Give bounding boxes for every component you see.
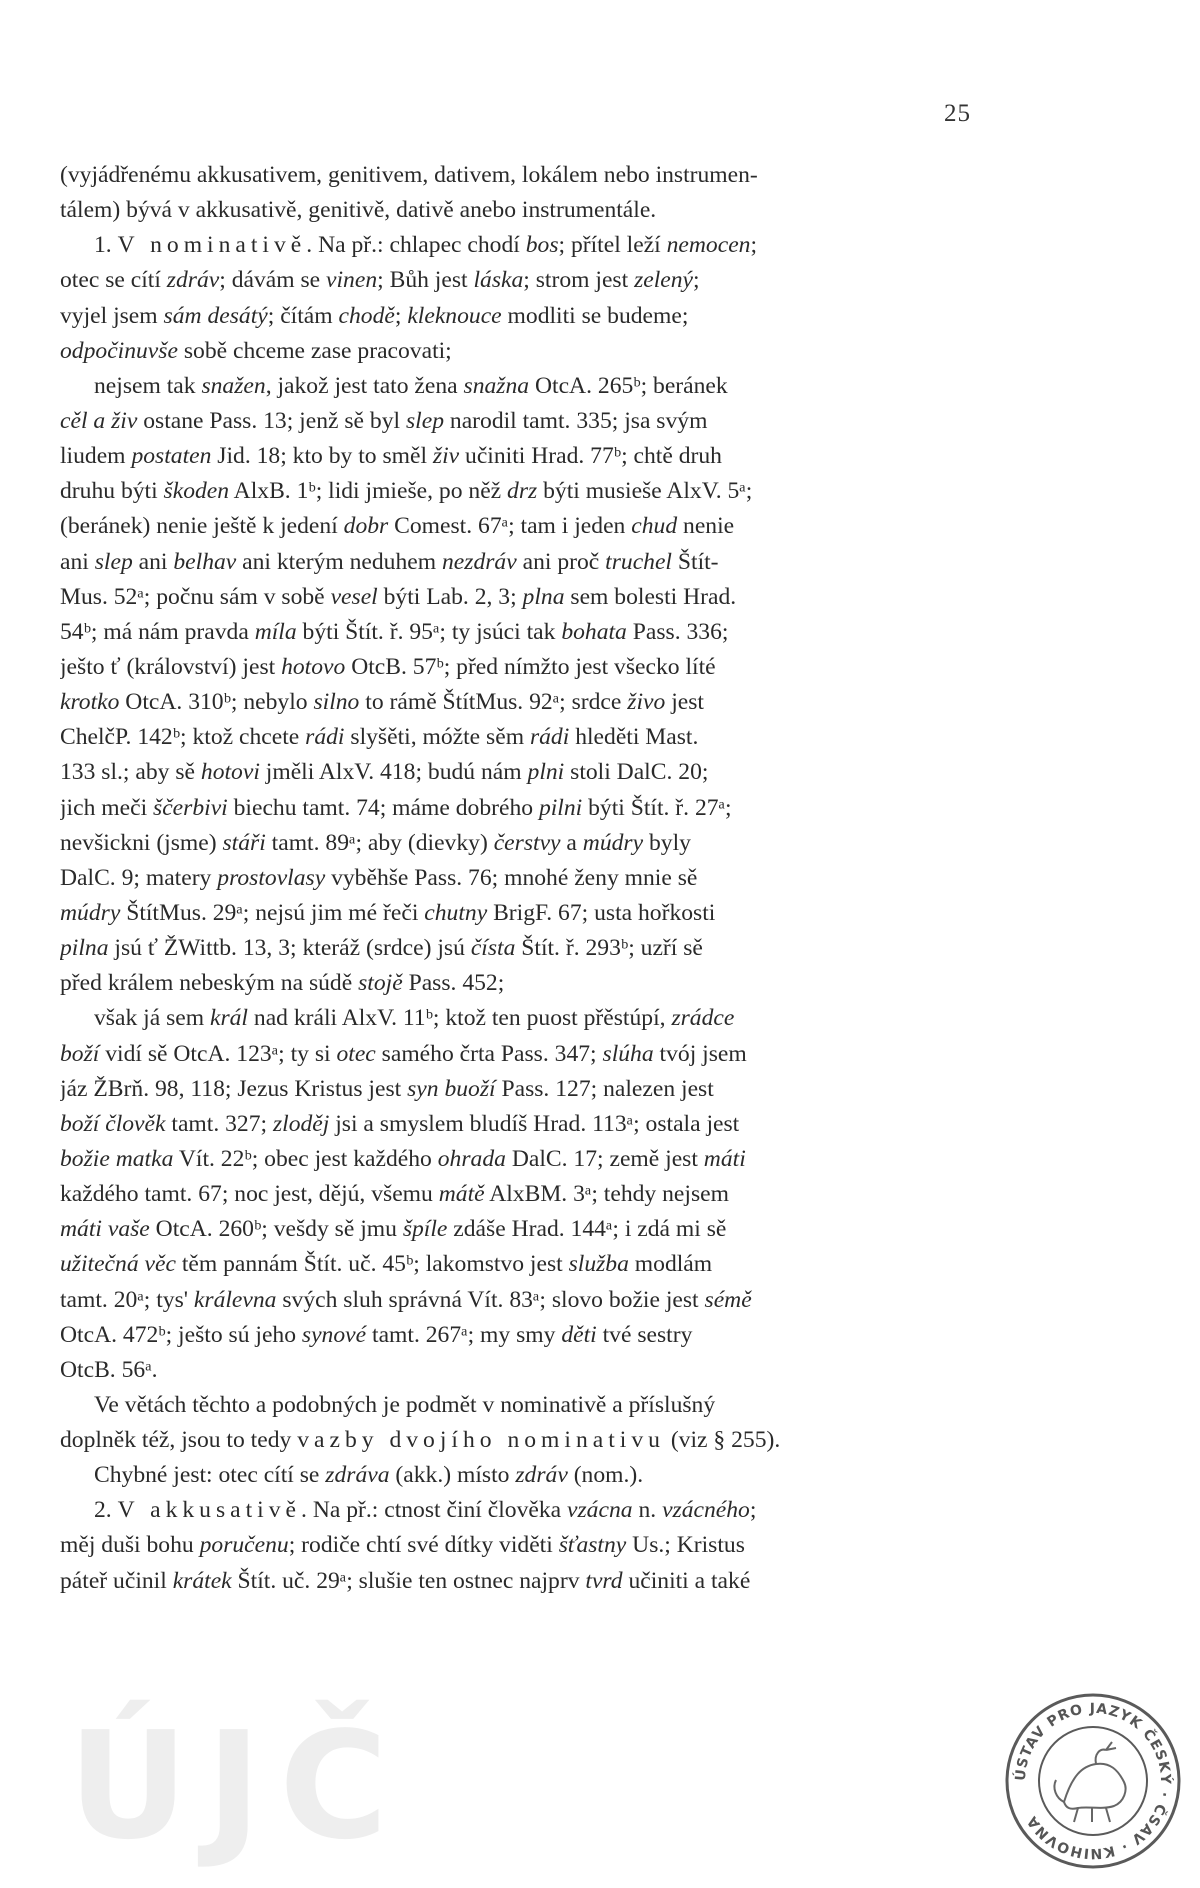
example-word: sémě <box>704 1286 752 1313</box>
example-word: rádi <box>305 724 345 751</box>
example-word: pilna <box>60 935 109 962</box>
text-run: AlxBM. 3ᵃ; tehdy nejsem <box>484 1181 729 1208</box>
text-line <box>60 1247 975 1282</box>
text-run: býti Štít. ř. 95ᵃ; ty jsúci tak <box>296 618 562 645</box>
example-word: škoden <box>163 478 230 505</box>
text-run: n. <box>632 1497 663 1524</box>
example-word: vzácna <box>567 1497 633 1524</box>
text-line <box>60 966 975 1001</box>
example-word: otec <box>336 1040 376 1067</box>
example-word: služba <box>568 1251 629 1278</box>
text-run: Štít. uč. 29ᵃ; slušie ten ostnec najprv <box>231 1567 586 1594</box>
example-word: sám desátý <box>163 302 268 329</box>
example-word: cěl a živ <box>60 407 138 434</box>
example-word: silno <box>313 689 360 716</box>
example-word: slep <box>94 548 133 575</box>
text-line <box>60 1107 975 1142</box>
text-run: těm pannám Štít. uč. 45ᵇ; lakomstvo jest <box>175 1251 569 1278</box>
example-word: míla <box>254 618 297 645</box>
example-word: šťastny <box>558 1532 627 1559</box>
text-run: učiniti Hrad. 77ᵇ; chtě druh <box>459 443 722 470</box>
text-run: doplněk též, jsou to tedy <box>60 1427 298 1454</box>
text-run: svých sluh správná Vít. 83ᵃ; slovo božie jest <box>276 1286 705 1313</box>
text-run: sem bolesti Hrad. <box>564 583 737 610</box>
text-run: Štít. ř. 293ᵇ; uzří sě <box>515 935 703 962</box>
example-word: dobr <box>343 513 389 540</box>
example-word: láska <box>473 267 524 294</box>
example-word: králevna <box>193 1286 277 1313</box>
library-stamp <box>1002 1690 1184 1872</box>
body-text <box>60 158 975 1599</box>
text-run: jsi a smyslem bludíš Hrad. 113ᵃ; ostala jest <box>329 1110 740 1137</box>
text-run: BrigF. 67; usta hořkosti <box>487 899 716 926</box>
example-word: zelený <box>634 267 694 294</box>
example-word: čerstvy <box>493 829 561 856</box>
text-run: . Na př.: chlapec chodí <box>306 232 526 259</box>
text-run: Mus. 52ᵃ; počnu sám v sobě <box>60 583 331 610</box>
watermark: ÚJČ <box>68 1700 406 1872</box>
text-line <box>60 263 975 298</box>
example-word: ohrada <box>437 1145 506 1172</box>
text-run: nenie <box>677 513 735 540</box>
example-word: vesel <box>330 583 378 610</box>
example-word: vzácného <box>662 1497 750 1524</box>
text-run: Štít- <box>672 548 719 575</box>
text-run: páteř učinil <box>60 1567 173 1594</box>
text-run: jáz ŽBrň. 98, 118; Jezus Kristus jest <box>60 1075 408 1102</box>
text-line <box>60 474 975 509</box>
text-run: ; strom jest <box>523 267 635 294</box>
text-run: ješto ť (království) jest <box>60 653 282 680</box>
example-word: plni <box>527 759 565 786</box>
text-run: ani kterým neduhem <box>236 548 442 575</box>
text-line <box>60 1318 975 1353</box>
text-line <box>60 299 975 334</box>
text-run: nevšickni (jsme) <box>60 829 223 856</box>
text-run: OtcB. 56ᵃ. <box>60 1356 158 1383</box>
text-run: to rámě ŠtítMus. 92ᵃ; srdce <box>359 689 628 716</box>
text-run: učiniti a také <box>622 1567 751 1594</box>
text-run: (nom.). <box>567 1462 644 1489</box>
text-run: byly <box>643 829 691 856</box>
text-line <box>60 861 975 896</box>
text-run: druhu býti <box>60 478 164 505</box>
text-run: ; <box>394 302 408 329</box>
text-run: ; Bůh jest <box>377 267 474 294</box>
example-word: stáři <box>222 829 266 856</box>
text-line <box>60 369 975 404</box>
example-word: bohata <box>561 618 627 645</box>
example-word: slep <box>405 407 444 434</box>
example-word: nemocen <box>666 232 751 259</box>
text-line <box>60 931 975 966</box>
text-run: ani proč <box>516 548 606 575</box>
text-run: DalC. 9; matery <box>60 864 218 891</box>
text-run: Pass. 336; <box>626 618 729 645</box>
text-run: Pass. 452; <box>402 970 505 997</box>
text-run: měj duši bohu <box>60 1532 200 1559</box>
example-word: snažna <box>463 372 530 399</box>
text-run: Vít. 22ᵇ; obec jest každého <box>173 1145 438 1172</box>
example-word: synové <box>301 1321 367 1348</box>
text-run: 54ᵇ; má nám pravda <box>60 618 255 645</box>
text-line <box>60 404 975 439</box>
text-run: Chybné jest: otec cítí se <box>94 1462 326 1489</box>
text-run: otec se cítí <box>60 267 167 294</box>
example-word: krotko <box>60 689 120 716</box>
spaced-term: V akkusativě <box>117 1497 302 1524</box>
example-word: boží člověk <box>60 1110 166 1137</box>
text-line <box>60 439 975 474</box>
text-run: býti Štít. ř. 27ᵃ; <box>582 794 732 821</box>
text-run: modliti se budeme; <box>501 302 689 329</box>
example-word: chodě <box>338 302 395 329</box>
text-run: tamt. 327; <box>165 1110 273 1137</box>
text-run: Comest. 67ᵃ; tam i jeden <box>388 513 632 540</box>
text-line <box>60 228 975 263</box>
text-run: ; <box>750 232 758 259</box>
text-run: AlxB. 1ᵇ; lidi jmieše, po něž <box>229 478 508 505</box>
example-word: máti vaše <box>60 1216 150 1243</box>
example-word: čísta <box>470 935 516 962</box>
example-word: bos <box>525 232 559 259</box>
text-run: stoli DalC. 20; <box>564 759 709 786</box>
text-run: ostane Pass. 13; jenž sě byl <box>137 407 406 434</box>
text-run: OtcA. 310ᵇ; nebylo <box>119 689 314 716</box>
example-word: ščerbivi <box>153 794 228 821</box>
svg-text:ÚSTAV PRO JAZYK ČESKÝ · ČSAV ·: ÚSTAV PRO JAZYK ČESKÝ · ČSAV · KNIHOVNA <box>1012 1700 1174 1862</box>
text-run: nad králi AlxV. 11ᵇ; ktož ten puost přěstúpí, <box>248 1005 672 1032</box>
text-run: jměli AlxV. 418; budú nám <box>259 759 528 786</box>
text-run: (vyjádřenému akkusativem, genitivem, dativem, lokálem nebo instrumen- <box>60 162 758 188</box>
text-run: hleděti Mast. <box>569 724 699 751</box>
example-word: truchel <box>605 548 672 575</box>
text-run: (viz § 255). <box>664 1427 781 1454</box>
example-word: snažen <box>201 372 266 399</box>
example-word: hotovi <box>200 759 260 786</box>
text-run: Us.; Kristus <box>626 1532 745 1559</box>
example-word: děti <box>561 1321 597 1348</box>
text-line <box>60 1388 975 1423</box>
text-line <box>60 791 975 826</box>
example-word: drz <box>507 478 538 505</box>
example-word: poručenu <box>199 1532 289 1559</box>
text-run: Jid. 18; kto by to směl <box>211 443 433 470</box>
example-word: živo <box>627 689 666 716</box>
text-run: Pass. 127; nalezen jest <box>495 1075 714 1102</box>
example-word: zdráv <box>166 267 220 294</box>
text-line <box>60 1353 975 1388</box>
spaced-term: V nominativě <box>117 232 307 259</box>
text-run: před králem nebeským na súdě <box>60 970 359 997</box>
text-run: 2. <box>94 1497 118 1524</box>
text-run: (akk.) místo <box>389 1462 516 1489</box>
text-run: ani <box>60 548 95 575</box>
text-run: vyběhše Pass. 76; mnohé ženy mnie sě <box>325 864 698 891</box>
example-word: tvrd <box>585 1567 623 1594</box>
text-run: OtcA. 472ᵇ; ješto sú jeho <box>60 1321 302 1348</box>
example-word: postaten <box>131 443 212 470</box>
text-line <box>60 1072 975 1107</box>
text-run: a <box>560 829 583 856</box>
text-line <box>60 720 975 755</box>
example-word: božie matka <box>60 1145 174 1172</box>
example-word: boží <box>60 1040 100 1067</box>
text-line <box>60 755 975 790</box>
text-run: Ve větách těchto a podobných je podmět v nominativě a příslušný <box>94 1391 716 1418</box>
text-run: sobě chceme zase pracovati; <box>177 337 452 364</box>
text-run: býti musieše AlxV. 5ᵃ; <box>537 478 753 505</box>
example-word: slúha <box>602 1040 654 1067</box>
text-run: ; rodiče chtí své dítky viděti <box>288 1532 559 1559</box>
text-run: tálem) bývá v akkusativě, genitivě, dativě anebo instrumentále. <box>60 197 657 224</box>
text-run: slyšěti, móžte sěm <box>344 724 530 751</box>
example-word: mátě <box>438 1181 485 1208</box>
example-word: syn buoží <box>407 1075 496 1102</box>
example-word: užitečná věc <box>60 1251 176 1278</box>
text-run: OtcB. 57ᵇ; před nímžto jest všecko líté <box>345 653 716 680</box>
example-word: pilni <box>538 794 583 821</box>
example-word: krátek <box>172 1567 232 1594</box>
text-run: vyjel jsem <box>60 302 164 329</box>
text-run: . Na př.: ctnost činí člověka <box>301 1497 568 1524</box>
example-word: živ <box>432 443 460 470</box>
example-word: zdráv <box>515 1462 568 1489</box>
text-run: ; <box>749 1497 757 1524</box>
text-line <box>60 615 975 650</box>
example-word: chud <box>631 513 678 540</box>
text-run: 1. <box>94 232 118 259</box>
example-word: odpočinuvše <box>60 337 178 364</box>
text-run: ; čítám <box>267 302 339 329</box>
text-run: ; <box>693 267 700 294</box>
text-run: biechu tamt. 74; máme dobrého <box>227 794 539 821</box>
text-line <box>60 1423 975 1458</box>
example-word: belhav <box>173 548 237 575</box>
text-run: tamt. 89ᵃ; aby (dievky) <box>265 829 494 856</box>
text-run: DalC. 17; země jest <box>505 1145 704 1172</box>
text-run: liudem <box>60 443 132 470</box>
text-run: býti Lab. 2, 3; <box>377 583 523 610</box>
example-word: múdry <box>582 829 644 856</box>
example-word: král <box>209 1005 248 1032</box>
stamp-seal-icon <box>1002 1690 1184 1872</box>
text-run: nejsem tak <box>94 372 202 399</box>
text-run: ŠtítMus. 29ᵃ; nejsú jim mé řeči <box>120 899 425 926</box>
text-run: každého tamt. 67; noc jest, dějú, všemu <box>60 1181 439 1208</box>
text-line <box>60 545 975 580</box>
text-line <box>60 1564 975 1599</box>
text-run: ; přítel leží <box>558 232 667 259</box>
text-line <box>60 509 975 544</box>
text-line <box>60 1037 975 1072</box>
text-run: tamt. 20ᵃ; tys' <box>60 1286 194 1313</box>
example-word: zloděj <box>272 1110 330 1137</box>
text-run: (beránek) nenie ještě k jedení <box>60 513 344 540</box>
text-run: samého črta Pass. 347; <box>375 1040 603 1067</box>
text-run: zdáše Hrad. 144ᵃ; i zdá mi sě <box>447 1216 727 1243</box>
example-word: hotovo <box>281 653 346 680</box>
page-number: 25 <box>944 100 971 127</box>
text-run: však já sem <box>94 1005 210 1032</box>
example-word: máti <box>703 1145 746 1172</box>
example-word: zdráva <box>325 1462 390 1489</box>
text-line <box>60 1493 975 1528</box>
text-run: OtcA. 260ᵇ; vešdy sě jmu <box>149 1216 403 1243</box>
text-line <box>60 650 975 685</box>
text-run: OtcA. 265ᵇ; beránek <box>529 372 728 399</box>
spaced-term: vazby dvojího nominativu <box>297 1427 665 1454</box>
text-run: ChelčP. 142ᵇ; ktož chcete <box>60 724 306 751</box>
text-run: jich meči <box>60 794 154 821</box>
text-line <box>60 1142 975 1177</box>
text-line <box>60 580 975 615</box>
text-line <box>60 685 975 720</box>
example-word: plna <box>522 583 565 610</box>
example-word: múdry <box>60 899 121 926</box>
text-line <box>60 1177 975 1212</box>
text-run: tvój jsem <box>653 1040 747 1067</box>
text-run: ; dávám se <box>219 267 327 294</box>
example-word: špíle <box>402 1216 448 1243</box>
text-run: tvé sestry <box>596 1321 693 1348</box>
example-word: vinen <box>326 267 378 294</box>
example-word: rádi <box>529 724 570 751</box>
text-run: tamt. 267ᵃ; my smy <box>366 1321 562 1348</box>
example-word: stojě <box>358 970 403 997</box>
text-run: jsú ť ŽWittb. 13, 3; kteráž (srdce) jsú <box>108 935 471 962</box>
text-run: narodil tamt. 335; jsa svým <box>444 407 708 434</box>
text-line <box>60 1001 975 1036</box>
example-word: kleknouce <box>407 302 502 329</box>
text-line <box>60 1528 975 1563</box>
text-line <box>60 826 975 861</box>
text-line <box>60 193 975 228</box>
text-line <box>60 1212 975 1247</box>
text-run: jest <box>665 689 704 716</box>
text-run: vidí sě OtcA. 123ᵃ; ty si <box>99 1040 337 1067</box>
example-word: chutny <box>424 899 488 926</box>
example-word: nezdráv <box>442 548 517 575</box>
text-run: modlám <box>628 1251 713 1278</box>
text-line <box>60 158 975 193</box>
example-word: prostovlasy <box>217 864 326 891</box>
text-line <box>60 1458 975 1493</box>
text-run: ani <box>132 548 174 575</box>
text-run: 133 sl.; aby sě <box>60 759 201 786</box>
text-line <box>60 334 975 369</box>
text-run: , jakož jest tato žena <box>265 372 464 399</box>
text-line <box>60 896 975 931</box>
text-line <box>60 1283 975 1318</box>
example-word: zrádce <box>671 1005 735 1032</box>
